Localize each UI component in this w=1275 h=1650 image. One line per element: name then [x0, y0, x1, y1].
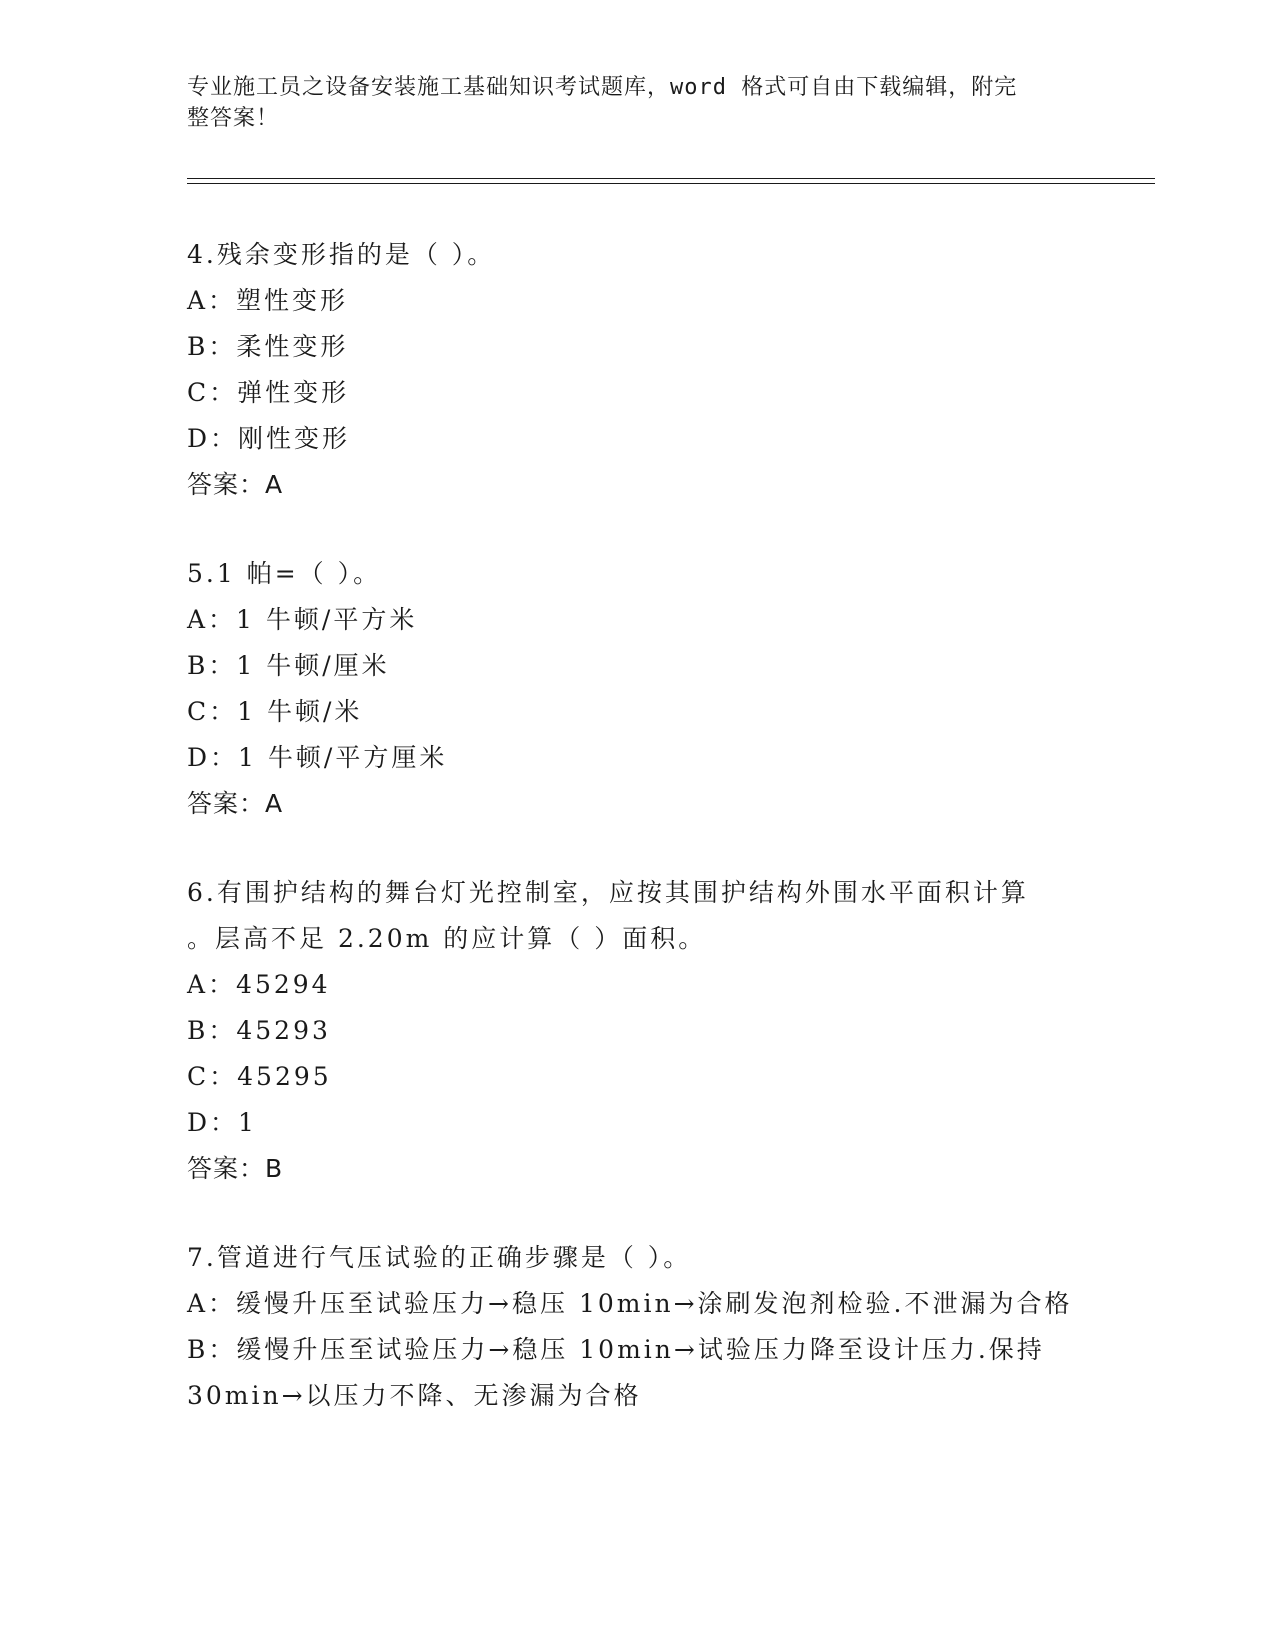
header-line-2: 整答案！	[187, 106, 280, 131]
header-divider-top	[187, 178, 1155, 179]
option-a: A：塑性变形	[187, 286, 349, 315]
option-d: D：刚性变形	[187, 424, 351, 453]
option-c: C：弹性变形	[187, 378, 350, 407]
question-7	[187, 1235, 1087, 1419]
answer-line: 答案：A	[187, 789, 284, 818]
option-a: A：1 牛顿/平方米	[187, 605, 418, 634]
question-stem: 7.管道进行气压试验的正确步骤是（ ）。	[187, 1243, 692, 1272]
option-a: A：45294	[187, 970, 331, 999]
header-line-1: 专业施工员之设备安装施工基础知识考试题库，word 格式可自由下载编辑，附完	[187, 75, 1018, 100]
option-b: B：45293	[187, 1016, 331, 1045]
option-c: C：1 牛顿/米	[187, 697, 363, 726]
option-a: A：缓慢升压至试验压力→稳压 10min→涂刷发泡剂检验.不泄漏为合格	[187, 1289, 1073, 1318]
question-stem: 4.残余变形指的是（ ）。	[187, 240, 496, 269]
option-d: D：1	[187, 1108, 257, 1137]
document-header	[187, 72, 1067, 134]
option-b: B：1 牛顿/厘米	[187, 651, 390, 680]
question-stem-line-2: 。层高不足 2.20m 的应计算（ ）面积。	[187, 924, 707, 953]
option-b: B：柔性变形	[187, 332, 349, 361]
question-stem: 5.1 帕=（ ）。	[187, 559, 382, 588]
option-c: C：45295	[187, 1062, 332, 1091]
header-divider-bottom	[187, 183, 1155, 184]
question-5	[187, 551, 1087, 827]
answer-line: 答案：B	[187, 1154, 284, 1183]
option-b: B：缓慢升压至试验压力→稳压 10min→试验压力降至设计压力.保持	[187, 1335, 1045, 1364]
option-d: D：1 牛顿/平方厘米	[187, 743, 448, 772]
option-b-continued: 30min→以压力不降、无渗漏为合格	[187, 1381, 642, 1410]
question-6	[187, 870, 1087, 1192]
question-stem-line-1: 6.有围护结构的舞台灯光控制室，应按其围护结构外围水平面积计算	[187, 878, 1029, 907]
question-4	[187, 232, 1087, 508]
answer-line: 答案：A	[187, 470, 284, 499]
